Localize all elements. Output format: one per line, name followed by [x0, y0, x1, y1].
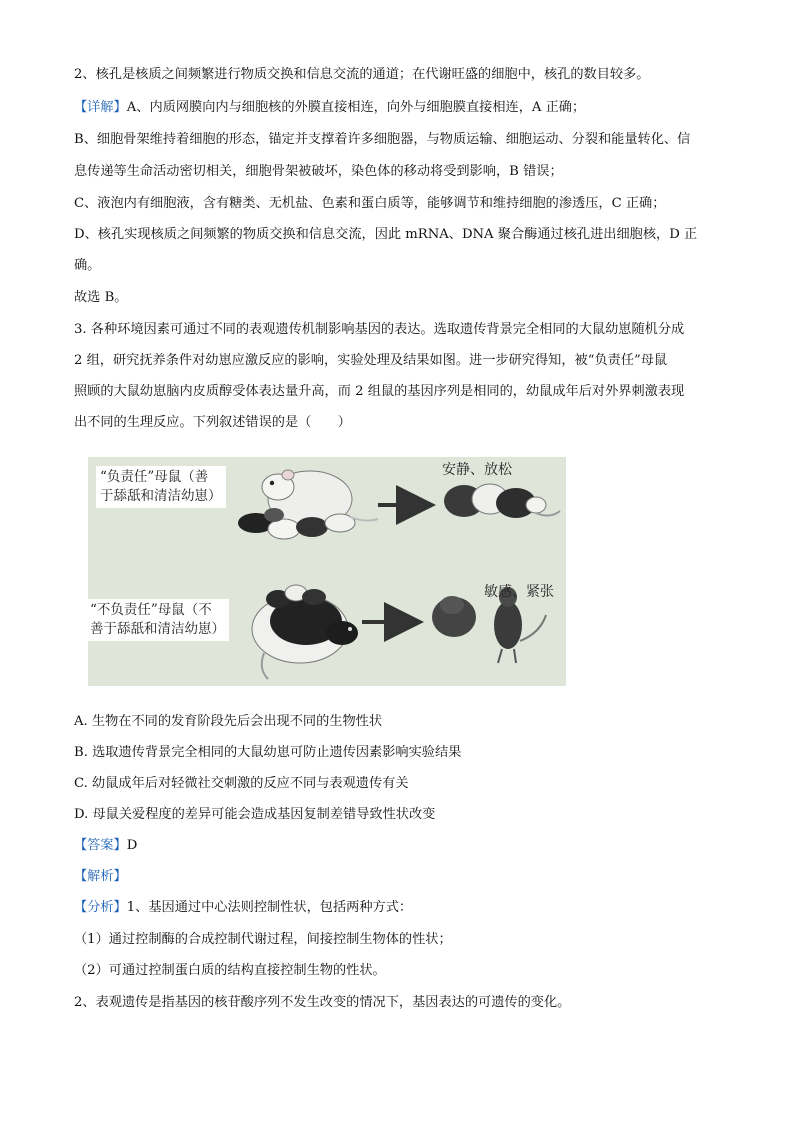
analysis-line: （2）可通过控制蛋白质的结构直接控制生物的性状。: [74, 963, 386, 978]
analysis-heading: 【解析】: [74, 869, 127, 884]
text-line: 【详解】A、内质网膜向内与细胞核的外膜直接相连，向外与细胞膜直接相连，A 正确；: [74, 100, 586, 115]
section-tag-detail: 【详解】: [74, 100, 127, 115]
text-line: 故选 B。: [74, 290, 128, 305]
analysis-line: 【分析】1、基因通过中心法则控制性状，包括两种方式：: [74, 900, 413, 915]
responsible-mother-label: “负责任”母鼠（善 于舔舐和清洁幼崽）: [96, 466, 226, 508]
question-stem: 照顾的大鼠幼崽脑内皮质醇受体表达量升高，而 2 组鼠的基因序列是相同的，幼鼠成年后对外界刺激表现: [74, 384, 685, 399]
text-line: 2、核孔是核质之间频繁进行物质交换和信息交流的通道；在代谢旺盛的细胞中，核孔的数目较多。: [74, 67, 650, 82]
question-stem: 3. 各种环境因素可通过不同的表观遗传机制影响基因的表达。选取遗传背景完全相同的大鼠幼崽随机分成: [74, 322, 685, 337]
text-line: D、核孔实现核质之间频繁的物质交换和信息交流，因此 mRNA、DNA 聚合酶通过核孔进出细胞核，D 正: [74, 227, 698, 242]
option-c: C. 幼鼠成年后对轻微社交刺激的反应不同与表观遗传有关: [74, 776, 409, 791]
irresponsible-mother-label: “不负责任”母鼠（不 善于舔舐和清洁幼崽）: [86, 599, 229, 641]
calm-result-label: 安静、放松: [442, 462, 512, 478]
tense-result-label: 敏感、紧张: [484, 584, 554, 600]
section-tag-analysis: 【分析】: [74, 900, 127, 915]
text-line: C、液泡内有细胞液，含有糖类、无机盐、色素和蛋白质等，能够调节和维持细胞的渗透压，C 正确；: [74, 196, 666, 211]
calm-adult-rats-image: [444, 484, 560, 518]
section-tag-answer: 【答案】: [74, 838, 127, 853]
option-a: A. 生物在不同的发育阶段先后会出现不同的生物性状: [74, 714, 383, 729]
option-d: D. 母鼠关爱程度的差异可能会造成基因复制差错导致性状改变: [74, 807, 436, 822]
question-stem: 出不同的生理反应。下列叙述错误的是（ ）: [74, 415, 351, 430]
experiment-figure: [88, 457, 566, 686]
analysis-line: （1）通过控制酶的合成控制代谢过程，间接控制生物体的性状；: [74, 932, 452, 947]
analysis-line: 2、表观遗传是指基因的核苷酸序列不发生改变的情况下，基因表达的可遗传的变化。: [74, 995, 571, 1010]
answer-line: [74, 837, 724, 855]
text-line: B、细胞骨架维持着细胞的形态，锚定并支撑着许多细胞器，与物质运输、细胞运动、分裂和能量转化、信: [74, 132, 691, 147]
option-b: B. 选取遗传背景完全相同的大鼠幼崽可防止遗传因素影响实验结果: [74, 745, 462, 760]
text-line: 确。: [74, 258, 101, 273]
irresponsible-mother-rat-image: [252, 585, 358, 679]
responsible-mother-rat-image: [238, 470, 378, 539]
text-line: 息传递等生命活动密切相关，细胞骨架被破坏，染色体的移动将受到影响，B 错误；: [74, 164, 563, 179]
answer-value: D: [126, 838, 138, 853]
question-stem: 2 组，研究抚养条件对幼崽应激反应的影响，实验处理及结果如图。进一步研究得知，被“负责任”母鼠: [74, 353, 668, 368]
